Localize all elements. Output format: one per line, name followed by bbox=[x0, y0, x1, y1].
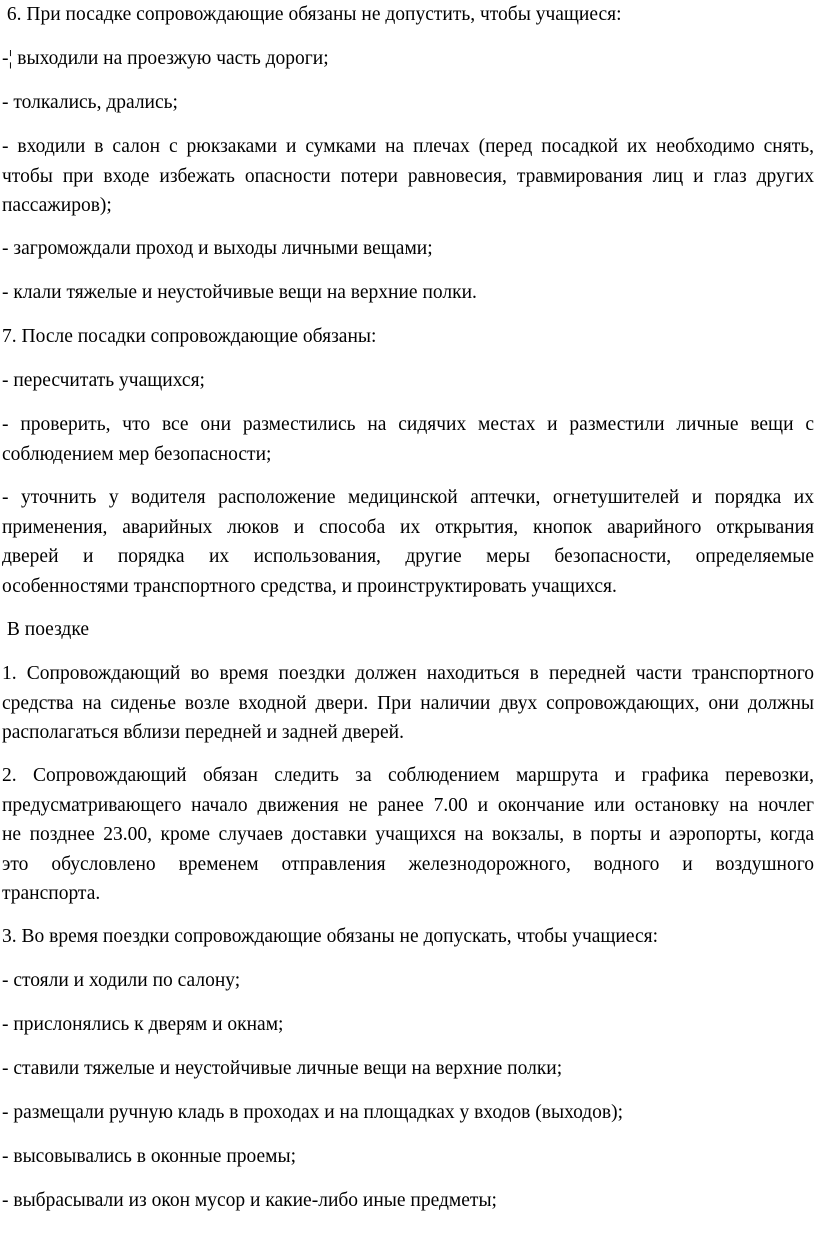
text-line: - толкались, дрались; bbox=[2, 92, 178, 113]
text-line: - высовывались в оконные проемы; bbox=[2, 1146, 297, 1167]
text-line: - загромождали проход и выходы личными вещами; bbox=[2, 238, 433, 259]
paragraph bbox=[2, 234, 814, 264]
paragraph bbox=[2, 0, 814, 30]
paragraph bbox=[2, 88, 814, 118]
text-line: -¦ выходили на проезжую часть дороги; bbox=[2, 48, 329, 69]
text-line: 1. Сопровождающий во время поездки должен находиться в передней части транспортного bbox=[2, 663, 814, 684]
paragraph bbox=[2, 659, 814, 748]
text-line: 6. При посадке сопровождающие обязаны не допустить, чтобы учащиеся: bbox=[2, 4, 622, 25]
paragraph bbox=[2, 1186, 814, 1216]
text-line: - размещали ручную кладь в проходах и на площадках у входов (выходов); bbox=[2, 1102, 624, 1123]
text-line: это обусловлено временем отправления железнодорожного, водного и воздушного bbox=[2, 853, 814, 875]
text-line: - пересчитать учащихся; bbox=[2, 370, 205, 391]
text-line: особенностями транспортного средства, и проинструктировать учащихся. bbox=[2, 575, 617, 597]
text-line: транспорта. bbox=[2, 883, 101, 904]
paragraph bbox=[2, 278, 814, 308]
paragraph bbox=[2, 966, 814, 996]
text-line: - уточнить у водителя расположение медицинской аптечки, огнетушителей и порядка их bbox=[2, 487, 814, 508]
paragraph bbox=[2, 1010, 814, 1040]
text-line: предусматривающего начало движения не ранее 7.00 и окончание или остановку на ночлег bbox=[2, 794, 814, 816]
text-line: 3. Во время поездки сопровождающие обязаны не допускать, чтобы учащиеся: bbox=[2, 926, 659, 947]
text-line: применения, аварийных люков и способа их открытия, кнопок аварийного открывания bbox=[2, 516, 814, 538]
text-line: располагаться вблизи передней и задней дверей. bbox=[2, 722, 404, 743]
paragraph bbox=[2, 1142, 814, 1172]
text-line: - стояли и ходили по салону; bbox=[2, 970, 241, 991]
text-line: средства на сиденье возле входной двери. При наличии двух сопровождающих, они должны bbox=[2, 692, 814, 714]
text-line: - клали тяжелые и неустойчивые вещи на верхние полки. bbox=[2, 282, 477, 303]
paragraph bbox=[2, 366, 814, 396]
paragraph bbox=[2, 615, 814, 645]
paragraph bbox=[2, 922, 814, 952]
text-line: 2. Сопровождающий обязан следить за соблюдением маршрута и графика перевозки, bbox=[2, 765, 814, 786]
paragraph bbox=[2, 322, 814, 352]
text-line: 7. После посадки сопровождающие обязаны: bbox=[2, 326, 377, 347]
text-line: - прислонялись к дверям и окнам; bbox=[2, 1014, 284, 1035]
text-line: пассажиров); bbox=[2, 195, 112, 216]
paragraph bbox=[2, 1098, 814, 1128]
text-line: - проверить, что все они разместились на сидячих местах и разместили личные вещи с bbox=[2, 414, 814, 435]
text-line: В поездке bbox=[2, 619, 89, 640]
text-line: соблюдением мер безопасности; bbox=[2, 443, 272, 465]
text-line: - выбрасывали из окон мусор и какие-либо иные предметы; bbox=[2, 1190, 497, 1211]
text-line: не позднее 23.00, кроме случаев доставки учащихся на вокзалы, в порты и аэропорты, когда bbox=[2, 824, 814, 845]
text-line: дверей и порядка их использования, другие меры безопасности, определяемые bbox=[2, 546, 814, 567]
paragraph bbox=[2, 44, 814, 74]
text-line: чтобы при входе избежать опасности потери равновесия, травмирования лиц и глаз других bbox=[2, 165, 814, 187]
paragraph bbox=[2, 483, 814, 601]
paragraph bbox=[2, 410, 814, 469]
paragraph bbox=[2, 761, 814, 909]
text-line: - ставили тяжелые и неустойчивые личные вещи на верхние полки; bbox=[2, 1058, 563, 1079]
paragraph bbox=[2, 1054, 814, 1084]
text-line: - входили в салон с рюкзаками и сумками на плечах (перед посадкой их необходимо снять, bbox=[2, 136, 814, 157]
paragraph bbox=[2, 132, 814, 221]
